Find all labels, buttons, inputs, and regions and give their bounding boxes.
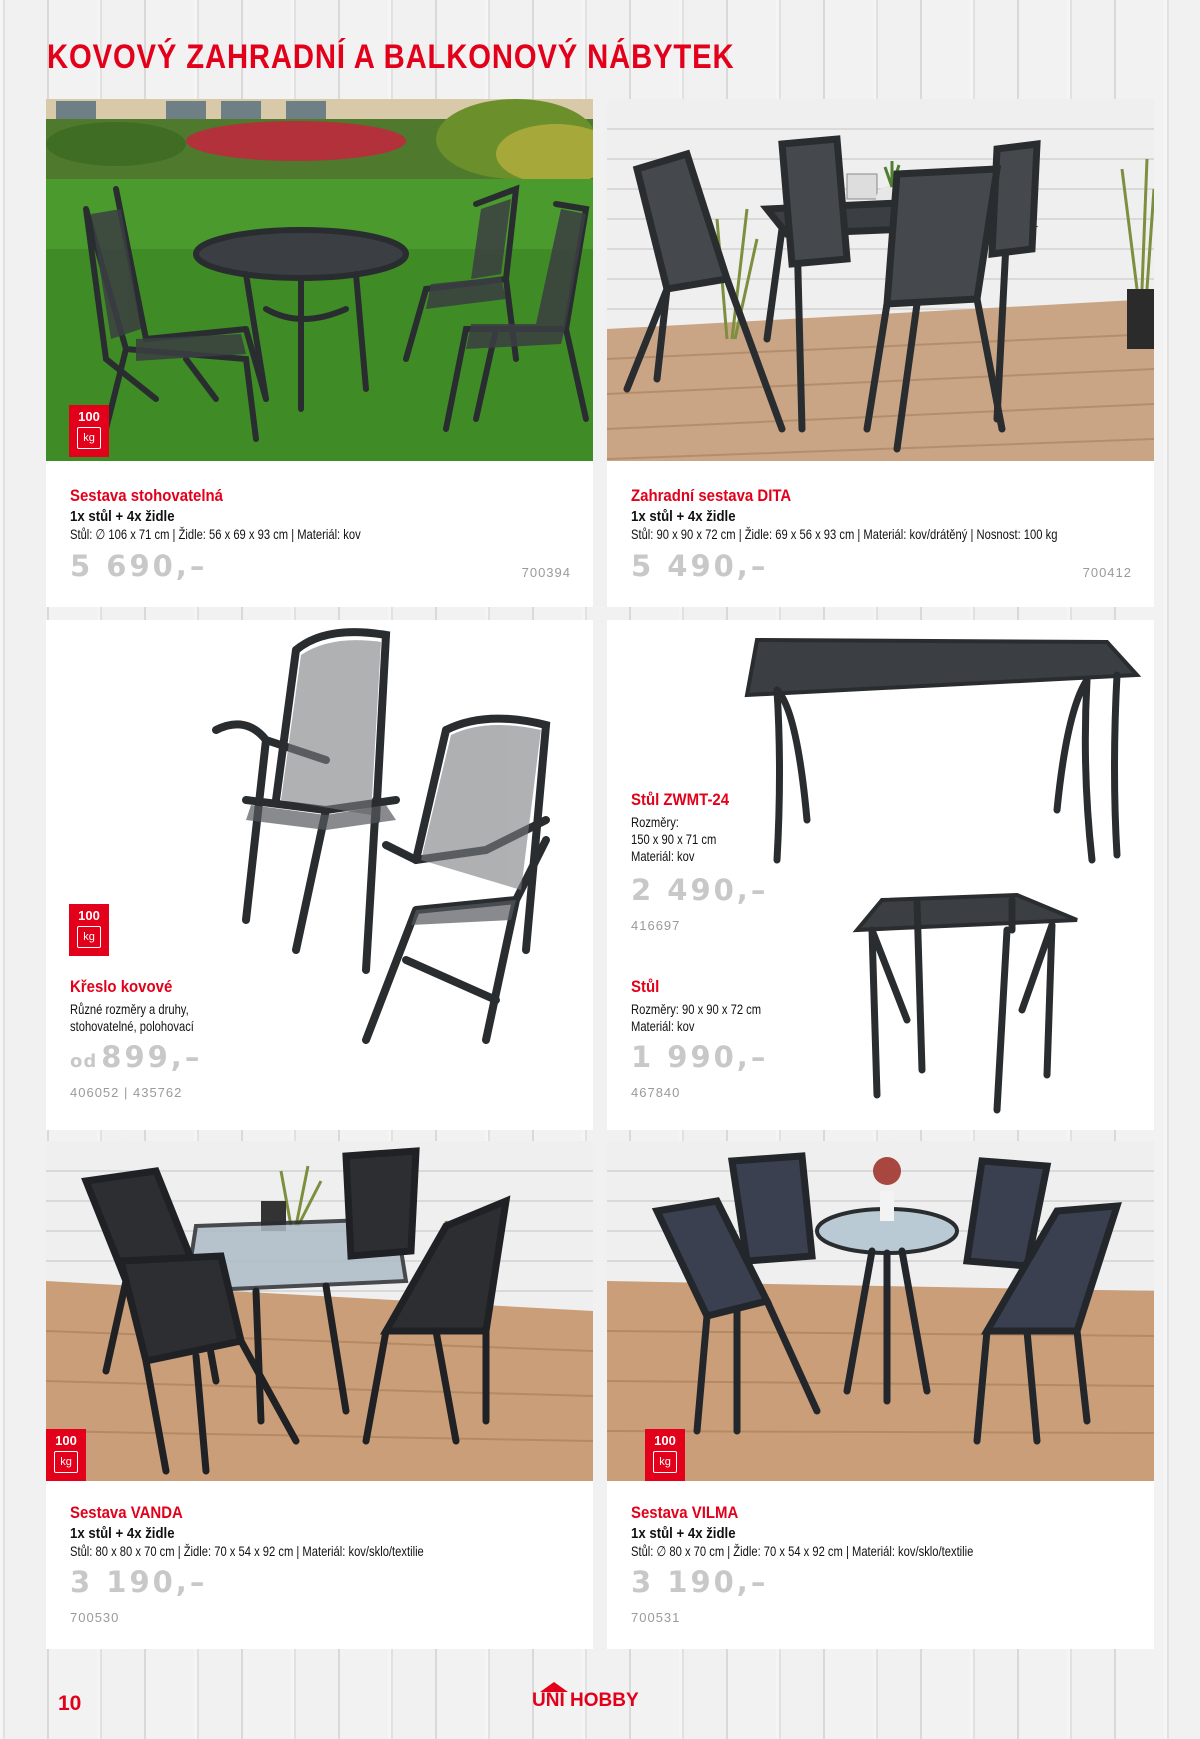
product-subtitle: 1x stůl + 4x židle [631,508,736,525]
price-value: 899,– [101,1040,203,1074]
product-code: 700531 [631,1610,681,1625]
product-name: Sestava stohovatelná [70,486,223,505]
product-spec: Stůl: ∅ 80 x 70 cm | Židle: 70 x 54 x 92 cm | Materiál: kov/sklo/textilie [631,1543,974,1559]
product-name: Stůl ZWMT-24 [631,790,730,809]
product-spec-line1: Rozměry: [631,814,679,830]
product-code: 467840 [631,1085,681,1100]
product-card-vilma[interactable] [607,1141,1154,1649]
product-code: 406052 | 435762 [70,1085,183,1100]
product-code: 700530 [70,1610,120,1625]
product-spec: Stůl: 80 x 80 x 70 cm | Židle: 70 x 54 x 92 cm | Materiál: kov/sklo/textilie [70,1543,424,1559]
product-photo-stohovatelna [46,99,593,461]
weight-icon: kg [653,1451,677,1473]
badge-value: 100 [78,908,100,923]
load-capacity-badge [69,405,109,457]
product-photo-dita [607,99,1154,461]
product-code: 700412 [1082,565,1132,580]
product-card-vanda[interactable] [46,1141,593,1649]
product-photo-stul [837,870,1087,1120]
product-code: 416697 [631,918,681,933]
product-card-stohovatelna[interactable] [46,99,593,607]
product-spec-line2: Materiál: kov [631,1018,695,1034]
badge-value: 100 [654,1433,676,1448]
weight-icon: kg [77,427,101,449]
product-name: Zahradní sestava DITA [631,486,792,505]
product-subtitle: 1x stůl + 4x židle [70,508,175,525]
product-spec: Stůl: ∅ 106 x 71 cm | Židle: 56 x 69 x 93 cm | Materiál: kov [70,526,361,542]
product-spec-line1: Různé rozměry a druhy, [70,1001,189,1017]
product-name: Křeslo kovové [70,977,173,996]
product-photo-vanda [46,1141,593,1481]
product-code: 700394 [521,565,571,580]
product-card-dita[interactable] [607,99,1154,607]
product-name: Sestava VANDA [70,1503,183,1522]
brand-logo [532,1682,668,1716]
weight-icon: kg [77,926,101,948]
product-spec-line1: Rozměry: 90 x 90 x 72 cm [631,1001,762,1017]
load-capacity-badge [46,1429,86,1481]
product-price: 2 490,– [631,873,769,907]
product-subtitle: 1x stůl + 4x židle [70,1525,175,1542]
product-card-tables[interactable] [607,620,1154,1130]
product-spec-line3: Materiál: kov [631,848,695,864]
product-subtitle: 1x stůl + 4x židle [631,1525,736,1542]
product-photo-vilma [607,1141,1154,1481]
load-capacity-badge [645,1429,685,1481]
product-name: Stůl [631,977,660,996]
product-spec-line2: 150 x 90 x 71 cm [631,831,717,847]
product-price: 5 490,– [631,549,769,583]
price-prefix: od [70,1051,98,1072]
product-name: Sestava VILMA [631,1503,739,1522]
page-number: 10 [58,1692,82,1715]
product-price: 5 690,– [70,549,208,583]
product-card-kreslo[interactable] [46,620,593,1130]
product-price [70,1040,202,1074]
page-title: KOVOVÝ ZAHRADNÍ A BALKONOVÝ NÁBYTEK [47,38,735,76]
product-spec-line2: stohovatelné, polohovací [70,1018,194,1034]
badge-value: 100 [78,409,100,424]
product-price: 3 190,– [631,1565,769,1599]
brand-logo-text: UNI HOBBY [532,1690,639,1711]
weight-icon: kg [54,1451,78,1473]
badge-value: 100 [55,1433,77,1448]
product-spec: Stůl: 90 x 90 x 72 cm | Židle: 69 x 56 x 93 cm | Materiál: kov/drátěný | Nosnost: 100 kg [631,526,1058,542]
load-capacity-badge [69,904,109,956]
product-price: 3 190,– [70,1565,208,1599]
product-price: 1 990,– [631,1040,769,1074]
